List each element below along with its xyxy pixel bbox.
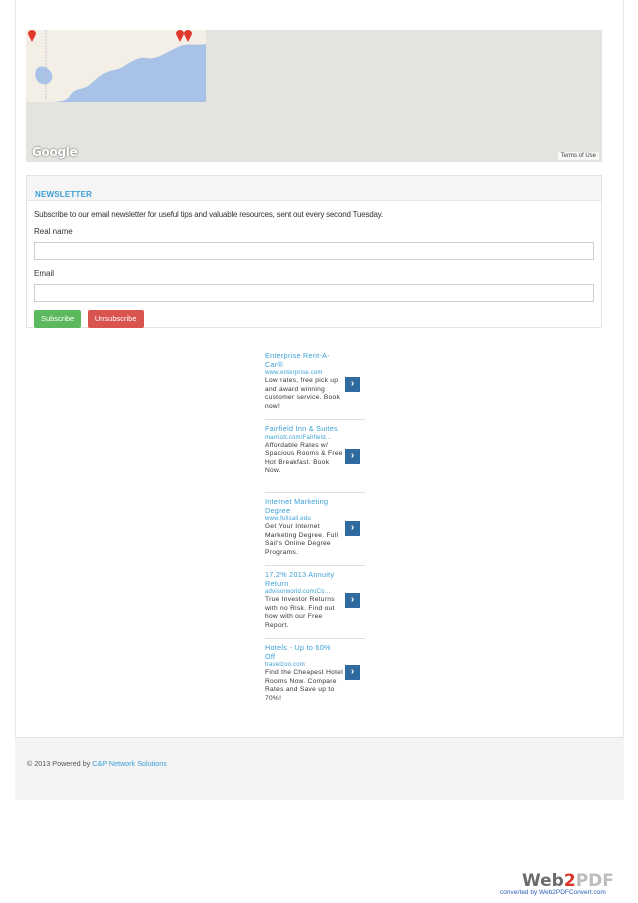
newsletter-intro: Subscribe to our email newsletter for useful tips and valuable resources, sent out every second Tuesday. (34, 210, 384, 219)
realname-input[interactable] (34, 242, 594, 260)
web2pdf-logo-two: 2 (563, 871, 576, 891)
ad-url[interactable]: www.fullsail.edu (265, 516, 311, 522)
ad-url[interactable]: travelzoo.com (265, 662, 305, 668)
ad-text: Low rates, free pick up and award winning customer service. Book now! (265, 377, 341, 410)
ad-item[interactable] (265, 352, 365, 420)
newsletter-title: NEWSLETTER (35, 190, 93, 199)
chevron-right-icon[interactable]: › (345, 377, 360, 392)
map-embed[interactable] (26, 30, 602, 162)
ad-title[interactable]: Enterprise Rent-A-Car® (265, 351, 330, 369)
ad-title[interactable]: Hotels - Up to 60% Off (265, 643, 331, 661)
terms-of-use-link[interactable]: Terms of Use (558, 152, 599, 160)
ad-title[interactable]: Internet Marketing Degree (265, 497, 329, 515)
ad-text: Find the Cheapest Hotel Rooms Now. Compare Rates and Save up to 70%! (265, 669, 344, 702)
ad-item[interactable] (265, 498, 365, 566)
ad-list (265, 352, 365, 717)
web2pdf-logo-web: Web (522, 871, 564, 891)
realname-label: Real name (34, 227, 73, 236)
newsletter-header (27, 176, 601, 201)
ad-text: Get Your Internet Marketing Degree. Full Sail's Online Degree Programs. (265, 523, 339, 556)
footer (15, 737, 624, 800)
ad-title[interactable]: 17.2% 2013 Annuity Return (265, 570, 335, 588)
web2pdf-logo[interactable] (522, 871, 614, 891)
map-pin-icon[interactable] (184, 30, 192, 42)
web2pdf-logo-pdf: PDF (575, 871, 614, 891)
ad-url[interactable]: www.enterprise.com (265, 370, 323, 376)
unsubscribe-button[interactable]: Unsubscribe (88, 310, 144, 328)
map-pin-icon[interactable] (28, 30, 36, 42)
map-pin-icon[interactable] (176, 30, 184, 42)
ad-url[interactable]: advisorworld.com/Co... (265, 589, 331, 595)
ad-url[interactable]: marriott.com/Fairfield... (265, 434, 332, 441)
web2pdf-convert-link[interactable]: converted by Web2PDFConvert.com (500, 889, 606, 896)
chevron-right-icon[interactable]: › (345, 665, 360, 680)
email-label: Email (34, 269, 55, 278)
subscribe-button[interactable]: Subscribe (34, 310, 81, 328)
google-logo[interactable]: Google (32, 145, 78, 159)
ad-title[interactable]: Fairfield Inn & Suites (265, 424, 338, 433)
footer-copyright (27, 759, 167, 768)
email-input[interactable] (34, 284, 594, 302)
chevron-right-icon[interactable]: › (345, 449, 360, 464)
ad-item[interactable] (265, 571, 365, 639)
newsletter-panel (26, 175, 602, 328)
newsletter-buttons (34, 308, 594, 328)
footer-prefix: © 2013 Powered by (27, 759, 91, 768)
ad-item[interactable] (265, 644, 365, 712)
ad-text: Affordable Rates w/ Spacious Rooms & Free Hot Breakfast. Book Now. (265, 441, 343, 474)
ad-text: True Investor Returns with no Risk. Find out how with our Free Report. (265, 596, 335, 629)
ad-item[interactable] (265, 425, 365, 493)
newsletter-form (27, 201, 601, 328)
chevron-right-icon[interactable]: › (345, 521, 360, 536)
chevron-right-icon[interactable]: › (345, 593, 360, 608)
footer-company-link[interactable]: C&P Network Solutions (92, 759, 167, 768)
